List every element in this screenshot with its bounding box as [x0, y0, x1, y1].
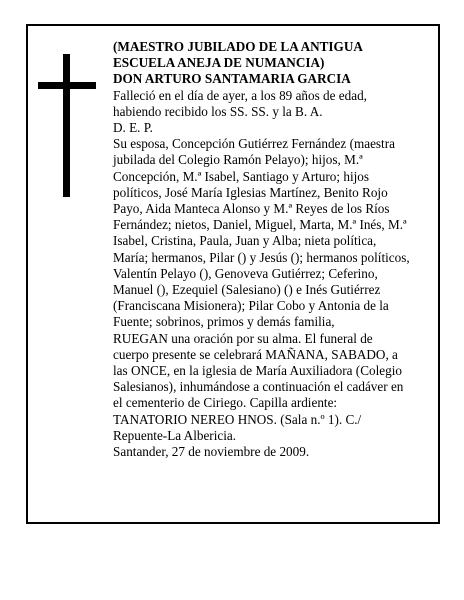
- body-line: habiendo recibido los SS. SS. y la B. A.: [113, 103, 323, 119]
- body-line: jubilada del Colegio Ramón Pelayo); hijos, M.ª: [113, 152, 363, 168]
- body-line: (Franciscana Misionera); Pilar Cobo y Antonia de la: [113, 298, 389, 314]
- body-line: Fernández; nietos, Daniel, Miguel, Marta, M.ª Inés, M.ª: [113, 217, 407, 233]
- body-line: las ONCE, en la iglesia de María Auxiliadora (Colegio: [113, 363, 402, 379]
- body-line: Valentín Pelayo (), Genoveva Gutiérrez; Ceferino,: [113, 265, 378, 281]
- body-line: Falleció en el día de ayer, a los 89 años de edad,: [113, 87, 367, 103]
- body-line: RUEGAN una oración por su alma. El funeral de: [113, 330, 373, 346]
- body-line: Payo, Aida Manteca Alonso y M.ª Reyes de los Ríos: [113, 201, 390, 217]
- body-line: Santander, 27 de noviembre de 2009.: [113, 444, 310, 460]
- body-line: D. E. P.: [113, 120, 153, 136]
- body-line: el cementerio de Ciriego. Capilla ardiente:: [113, 395, 338, 411]
- body-line: Manuel (), Ezequiel (Salesiano) () e Inés Gutiérrez: [113, 282, 381, 298]
- body-line: María; hermanos, Pilar () y Jesús (); hermanos políticos,: [113, 249, 410, 265]
- heading-line-2: ESCUELA ANEJA DE NUMANCIA): [113, 55, 325, 71]
- body-line: Isabel, Cristina, Paula, Juan y Alba; nieta política,: [113, 233, 377, 249]
- body-line: Concepción, M.ª Isabel, Santiago y Arturo; hijos: [113, 168, 369, 184]
- body-line: Salesianos), inhumándose a continuación el cadáver en: [113, 379, 404, 395]
- body-line: Su esposa, Concepción Gutiérrez Fernández (maestra: [113, 136, 395, 152]
- cross-icon: [63, 54, 70, 197]
- heading-line-1: (MAESTRO JUBILADO DE LA ANTIGUA: [113, 39, 363, 54]
- body-line: políticos, José María Iglesias Martínez, Benito Rojo: [113, 184, 388, 200]
- body-line: TANATORIO NEREO HNOS. (Sala n.º 1). C./: [113, 411, 362, 427]
- body-line: Repuente-La Albericia.: [113, 427, 237, 443]
- body-line: Fuente; sobrinos, primos y demás familia,: [113, 314, 335, 330]
- cross-icon-bar: [38, 82, 96, 89]
- deceased-name: DON ARTURO SANTAMARIA GARCIA: [113, 71, 351, 87]
- obituary-text: [113, 39, 429, 460]
- body-line: cuerpo presente se celebrará MAÑANA, SABADO, a: [113, 346, 398, 362]
